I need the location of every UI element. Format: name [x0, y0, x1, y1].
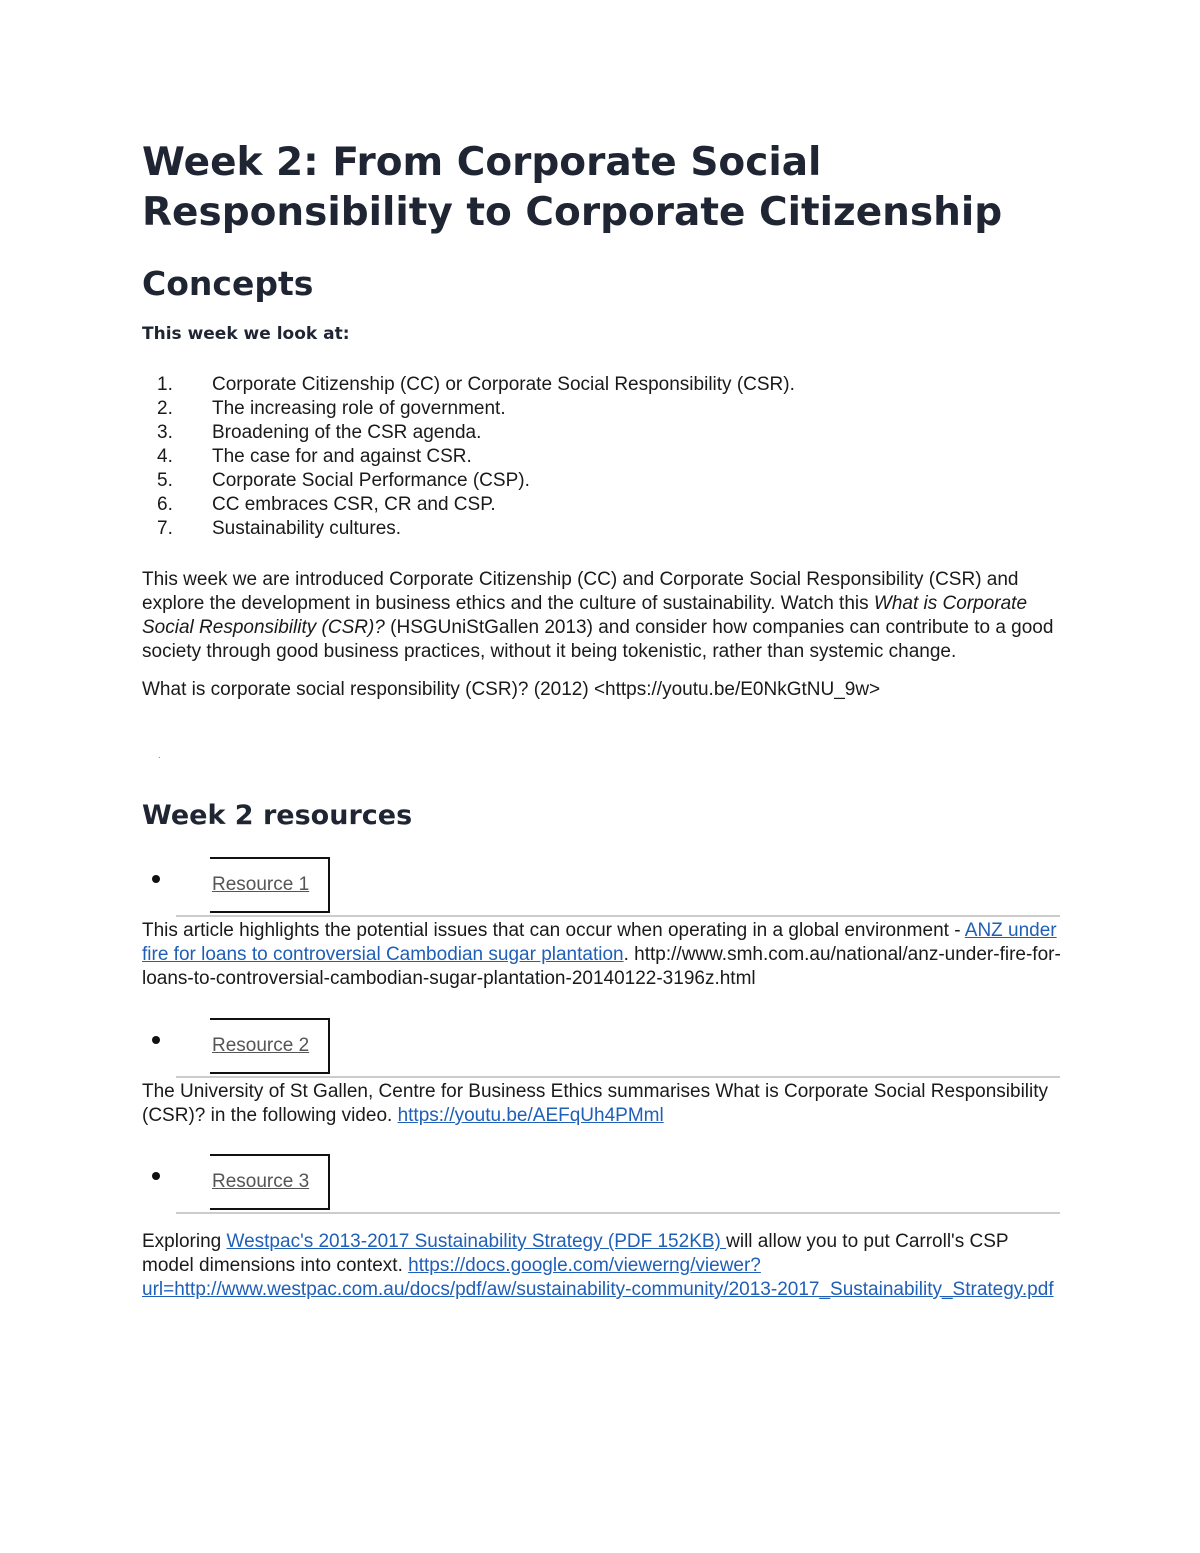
youtube-video-link[interactable]: https://youtu.be/AEFqUh4PMml	[397, 1105, 664, 1126]
list-item-text: The case for and against CSR.	[212, 446, 472, 467]
list-item-text: Broadening of the CSR agenda.	[212, 422, 482, 443]
list-item	[142, 373, 1062, 397]
list-number: 1.	[157, 374, 173, 395]
resources-heading: Week 2 resources	[142, 800, 413, 831]
document-page	[142, 138, 1062, 1302]
list-item	[142, 469, 1062, 493]
list-number: 7.	[157, 518, 173, 539]
divider	[176, 915, 1060, 917]
list-number: 5.	[157, 470, 173, 491]
resource-1-link[interactable]: Resource 1	[212, 874, 310, 895]
video-reference: What is corporate social responsibility (CSR)? (2012) <https://youtu.be/E0NkGtNU_9w>	[142, 679, 881, 700]
intro-text: This week we look at:	[142, 324, 350, 344]
resource-2-link[interactable]: Resource 2	[212, 1035, 310, 1056]
divider	[176, 1212, 1060, 1214]
paragraph-text: (HSGUniStGallen 2013) and consider how companies can contribute to a good society through good business practices, without it being tokenistic, rather than systemic change.	[142, 617, 1054, 662]
concepts-list	[142, 373, 1062, 541]
list-item-text: The increasing role of government.	[212, 398, 506, 419]
resource-1-header	[142, 857, 1062, 919]
list-number: 3.	[157, 422, 173, 443]
intro-paragraph	[142, 568, 1062, 664]
video-title: What is Corporate Social Responsibility (CSR)?	[142, 593, 1028, 638]
list-number: 6.	[157, 494, 173, 515]
list-item	[142, 493, 1062, 517]
resource-text: This article highlights the potential issues that can occur when operating in a global environment -	[142, 920, 965, 941]
stray-mark: .	[158, 750, 161, 761]
concepts-heading: Concepts	[142, 264, 314, 303]
resource-3-description	[142, 1230, 1062, 1302]
resource-text: . http://www.smh.com.au/national/anz-under-fire-for-loans-to-controversial-cambodian-sugar-plantation-20140122-3196z.html	[142, 944, 1061, 989]
resource-3-link[interactable]: Resource 3	[212, 1171, 310, 1192]
bullet-icon	[152, 1036, 160, 1044]
list-item-text: Corporate Social Performance (CSP).	[212, 470, 530, 491]
title-line-2: Responsibility to Corporate Citizenship	[142, 190, 1003, 235]
list-item	[142, 397, 1062, 421]
resource-2-description	[142, 1080, 1062, 1128]
list-item	[142, 517, 1062, 541]
title-line-1: Week 2: From Corporate Social	[142, 140, 822, 185]
paragraph-text: This week we are introduced Corporate Citizenship (CC) and Corporate Social Responsibility (CSR) and explore the development in business ethics and the culture of sustainability. Watch this	[142, 569, 1019, 614]
bullet-icon	[152, 875, 160, 883]
divider	[176, 1076, 1060, 1078]
list-item	[142, 445, 1062, 469]
list-number: 2.	[157, 398, 173, 419]
westpac-strategy-link[interactable]: Westpac's 2013-2017 Sustainability Strategy (PDF 152KB)	[226, 1231, 727, 1252]
list-number: 4.	[157, 446, 173, 467]
document-title	[142, 138, 1062, 238]
resource-1-description	[142, 919, 1062, 991]
anz-article-link[interactable]: ANZ under fire for loans to controversial Cambodian sugar plantation	[142, 920, 1057, 965]
resource-text: will allow you to put Carroll's CSP model dimensions into context.	[142, 1231, 1009, 1276]
bullet-icon	[152, 1172, 160, 1180]
list-item-text: Sustainability cultures.	[212, 518, 402, 539]
resource-2-header	[142, 1018, 1062, 1080]
list-item-text: Corporate Citizenship (CC) or Corporate Social Responsibility (CSR).	[212, 374, 795, 395]
resource-text: Exploring	[142, 1231, 227, 1252]
list-item-text: CC embraces CSR, CR and CSP.	[212, 494, 496, 515]
resource-3-header	[142, 1154, 1062, 1216]
westpac-pdf-link[interactable]: https://docs.google.com/viewerng/viewer?url=http://www.westpac.com.au/docs/pdf/aw/sustainability-community/2013-2017_Sustainability_Strategy.pdf	[142, 1255, 1054, 1300]
list-item	[142, 421, 1062, 445]
resource-text: The University of St Gallen, Centre for Business Ethics summarises What is Corporate Social Responsibility (CSR)? in the following video.	[142, 1081, 1049, 1126]
